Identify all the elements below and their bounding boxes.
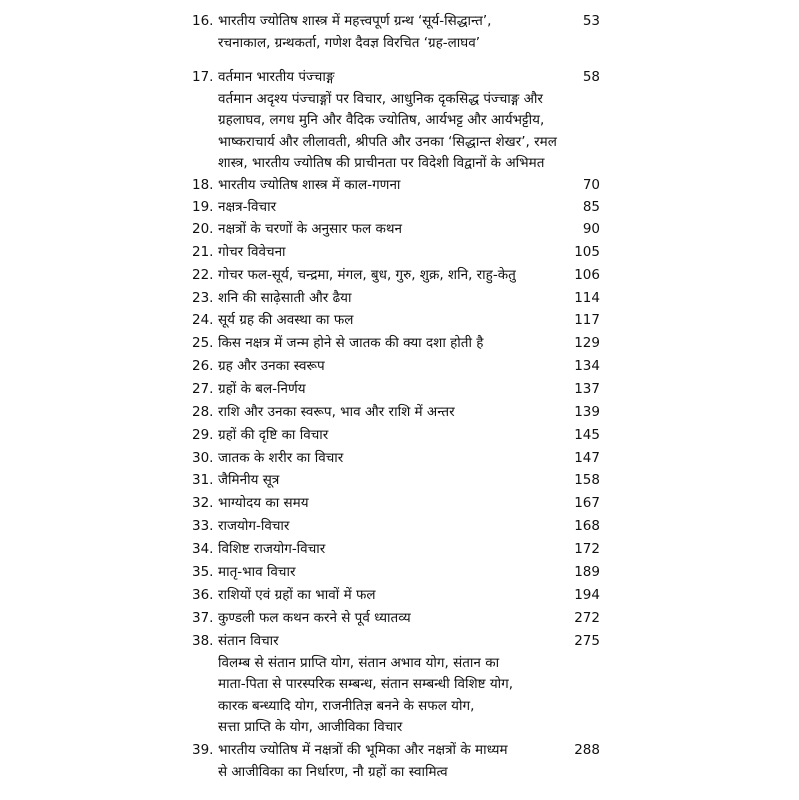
page-number: 106 bbox=[574, 267, 600, 283]
page-number: 145 bbox=[574, 427, 600, 443]
entry-title: ग्रहों की दृष्टि का विचार bbox=[218, 427, 329, 443]
entry-number: 39. bbox=[192, 742, 214, 758]
entry-subtopics: कारक बन्ध्यादि योग, राजनीतिज्ञ बनने के सफल योग, bbox=[218, 697, 475, 714]
page-number: 158 bbox=[574, 472, 600, 488]
page-number: 58 bbox=[582, 69, 600, 85]
page-number: 85 bbox=[582, 199, 600, 215]
entry-title: गोचर विवेचना bbox=[218, 244, 286, 260]
entry-number: 26. bbox=[192, 358, 214, 374]
entry-number: 17. bbox=[192, 69, 214, 85]
page-number: 167 bbox=[574, 495, 600, 511]
entry-title: भारतीय ज्योतिष में नक्षत्रों की भूमिका और नक्षत्रों के माध्यम bbox=[218, 742, 508, 758]
page-number: 275 bbox=[574, 633, 600, 649]
entry-number: 33. bbox=[192, 518, 214, 534]
entry-subtopics: ग्रहलाघव, लगध मुनि और वैदिक ज्योतिष, आर्यभट्ट और आर्यभट्टीय, bbox=[218, 112, 545, 128]
entry-title: भारतीय ज्योतिष शास्त्र में महत्त्वपूर्ण ग्रन्थ ‘सूर्य-सिद्धान्त’, bbox=[218, 13, 492, 29]
entry-subtopics: विलम्ब से संतान प्राप्ति योग, संतान अभाव योग, संतान का bbox=[218, 654, 500, 671]
entry-number: 27. bbox=[192, 381, 214, 397]
entry-number: 24. bbox=[192, 312, 214, 328]
page-number: 70 bbox=[582, 177, 600, 193]
page-number: 53 bbox=[582, 13, 600, 29]
entry-title: राशि और उनका स्वरूप, भाव और राशि में अन्तर bbox=[218, 404, 455, 420]
page-number: 147 bbox=[574, 450, 600, 466]
entry-title: जैमिनीय सूत्र bbox=[218, 472, 280, 488]
entry-title: भारतीय ज्योतिष शास्त्र में काल-गणना bbox=[218, 177, 401, 193]
page-number: 139 bbox=[574, 404, 600, 420]
page-number: 288 bbox=[574, 742, 600, 758]
entry-number: 29. bbox=[192, 427, 214, 443]
page-number: 117 bbox=[574, 312, 600, 328]
entry-number: 16. bbox=[192, 13, 214, 29]
entry-number: 37. bbox=[192, 610, 214, 626]
page-number: 189 bbox=[574, 564, 600, 580]
entry-title: जातक के शरीर का विचार bbox=[218, 450, 344, 466]
entry-title: विशिष्ट राजयोग-विचार bbox=[218, 541, 326, 557]
entry-title: नक्षत्रों के चरणों के अनुसार फल कथन bbox=[218, 221, 402, 237]
page-number: 137 bbox=[574, 381, 600, 397]
entry-subtopics: से आजीविका का निर्धारण, नौ ग्रहों का स्वामित्व bbox=[218, 763, 448, 780]
entry-title: गोचर फल-सूर्य, चन्द्रमा, मंगल, बुध, गुरु, शुक्र, शनि, राहु-केतु bbox=[218, 267, 516, 283]
entry-subtopics: सत्ता प्राप्ति के योग, आजीविका विचार bbox=[218, 719, 403, 735]
entry-title: राशियों एवं ग्रहों का भावों में फल bbox=[218, 587, 376, 603]
entry-number: 34. bbox=[192, 541, 214, 557]
entry-subtopics: माता-पिता से पारस्परिक सम्बन्ध, संतान सम्बन्धी विशिष्ट योग, bbox=[218, 676, 514, 692]
page-number: 114 bbox=[574, 290, 600, 306]
entry-title: नक्षत्र-विचार bbox=[218, 199, 277, 215]
entry-number: 19. bbox=[192, 199, 214, 215]
entry-title: शनि की साढ़ेसाती और ढैया bbox=[218, 290, 352, 306]
entry-title: संतान विचार bbox=[218, 633, 279, 649]
entry-title: सूर्य ग्रह की अवस्था का फल bbox=[218, 312, 354, 328]
entry-title: ग्रह और उनका स्वरूप bbox=[218, 358, 325, 374]
entry-title: मातृ-भाव विचार bbox=[218, 564, 296, 580]
entry-subtopics: वर्तमान अदृश्य पंज्चाङ्गों पर विचार, आधुनिक दृकसिद्ध पंज्चाङ्ग और bbox=[218, 90, 543, 107]
entry-subtopics: शास्त्र, भारतीय ज्योतिष की प्राचीनता पर विदेशी विद्वानों के अभिमत bbox=[218, 155, 545, 171]
page-number: 168 bbox=[574, 518, 600, 534]
entry-number: 31. bbox=[192, 472, 214, 488]
page-number: 105 bbox=[574, 244, 600, 260]
entry-number: 30. bbox=[192, 450, 214, 466]
entry-number: 36. bbox=[192, 587, 214, 603]
entry-number: 21. bbox=[192, 244, 214, 260]
page-number: 172 bbox=[574, 541, 600, 557]
entry-number: 22. bbox=[192, 267, 214, 283]
entry-title: ग्रहों के बल-निर्णय bbox=[218, 381, 306, 397]
entry-number: 28. bbox=[192, 404, 214, 420]
entry-title: कुण्डली फल कथन करने से पूर्व ध्यातव्य bbox=[218, 610, 411, 626]
entry-subtopics: भाष्कराचार्य और लीलावती, श्रीपति और उनका ‘सिद्धान्त शेखर’, रमल bbox=[218, 133, 557, 150]
page-number: 272 bbox=[574, 610, 600, 626]
entry-number: 20. bbox=[192, 221, 214, 237]
entry-number: 25. bbox=[192, 335, 214, 351]
page-number: 134 bbox=[574, 358, 600, 374]
entry-number: 23. bbox=[192, 290, 214, 306]
entry-title: राजयोग-विचार bbox=[218, 518, 290, 534]
entry-subtopics: रचनाकाल, ग्रन्थकर्ता, गणेश दैवज्ञ विरचित ‘ग्रह-लाघव’ bbox=[218, 34, 481, 51]
entry-number: 18. bbox=[192, 177, 214, 193]
entry-number: 35. bbox=[192, 564, 214, 580]
entry-title: भाग्योदय का समय bbox=[218, 495, 309, 511]
page-number: 129 bbox=[574, 335, 600, 351]
entry-title: किस नक्षत्र में जन्म होने से जातक की क्या दशा होती है bbox=[218, 335, 484, 351]
entry-number: 38. bbox=[192, 633, 214, 649]
page-number: 194 bbox=[574, 587, 600, 603]
page-number: 90 bbox=[582, 221, 600, 237]
entry-number: 32. bbox=[192, 495, 214, 511]
entry-title: वर्तमान भारतीय पंज्चाङ्ग bbox=[218, 69, 335, 85]
